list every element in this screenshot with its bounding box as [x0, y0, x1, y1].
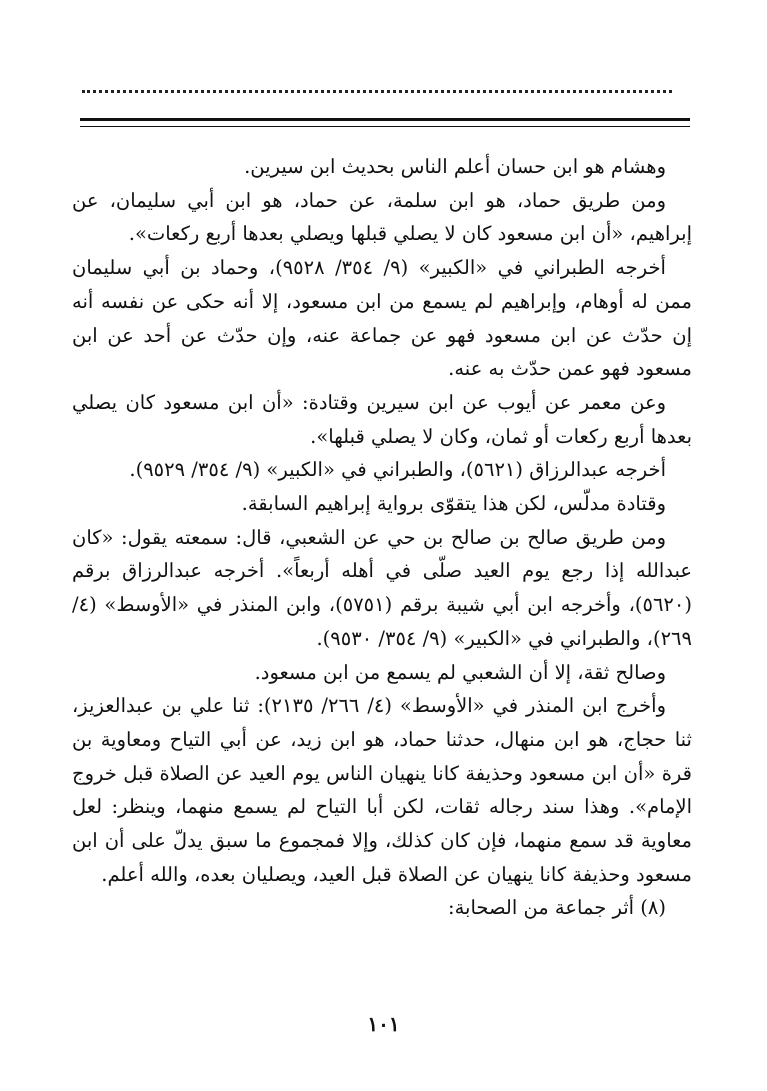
- header-rule-thick: [80, 118, 690, 121]
- header-dotted-line: [82, 90, 672, 93]
- page-body-text: [72, 150, 692, 925]
- paragraph: وعن معمر عن أيوب عن ابن سيرين وقتادة: «أن ابن مسعود كان يصلي بعدها أربع ركعات أو ثمان، وكان لا يصلي قبلها».: [72, 390, 692, 448]
- paragraph: وصالح ثقة، إلا أن الشعبي لم يسمع من ابن مسعود.: [254, 660, 666, 684]
- paragraph: ومن طريق حماد، هو ابن سلمة، عن حماد، هو ابن أبي سليمان، عن إبراهيم، «أن ابن مسعود كان لا يصلي قبلها ويصلي بعدها أربع ركعات».: [72, 188, 692, 246]
- header-rule-thin: [80, 126, 690, 127]
- page-number: ١٠١: [367, 1012, 400, 1036]
- paragraph: وقتادة مدلّس، لكن هذا يتقوّى برواية إبراهيم السابقة.: [241, 492, 666, 516]
- paragraph: أخرجه عبدالرزاق (٥٦٢١)، والطبراني في «الكبير» (٩/ ٣٥٤/ ٩٥٢٩).: [129, 458, 666, 482]
- paragraph: وأخرج ابن المنذر في «الأوسط» (٤/ ٢٦٦/ ٢١٣٥): ثنا علي بن عبدالعزيز، ثنا حجاج، هو ابن منهال، حدثنا حماد، هو ابن زيد، عن أبي التياح ومعاوية بن قرة «أن ابن مسعود وحذيفة كانا ينهيان الناس يوم العيد عن الصلاة قبل خروج الإمام». وهذا سند رجاله ثقات، لكن أبا التياح لم يسمع منهما، وينظر: لعل معاوية قد سمع منهما، فإن كان كذلك، وإلا فمجموع ما سبق يدلّ على أن ابن مسعود وحذيفة كانا ينهيان عن الصلاة قبل العيد، ويصليان بعده، والله أعلم.: [72, 694, 692, 886]
- paragraph: وهشام هو ابن حسان أعلم الناس بحديث ابن سيرين.: [244, 155, 666, 178]
- paragraph: ومن طريق صالح بن صالح بن حي عن الشعبي، قال: سمعته يقول: «كان عبدالله إذا رجع يوم العيد صلّى في أهله أربعاً». أخرجه عبدالرزاق برقم (٥٦٢٠)، وأخرجه ابن أبي شيبة برقم (٥٧٥١)، وابن المنذر في «الأوسط» (٤/ ٢٦٩)، والطبراني في «الكبير» (٩/ ٣٥٤/ ٩٥٣٠).: [72, 525, 692, 650]
- section-heading: (٨) أثر جماعة من الصحابة:: [448, 896, 666, 920]
- paragraph: أخرجه الطبراني في «الكبير» (٩/ ٣٥٤/ ٩٥٢٨)، وحماد بن أبي سليمان ممن له أوهام، وإبراهيم لم يسمع من ابن مسعود، إلا أنه حكى عن نفسه أنه إن حدّث عن ابن مسعود فهو عن جماعة عنه، وإن حدّث عن أحد عن ابن مسعود فهو عمن حدّث به عنه.: [72, 256, 692, 381]
